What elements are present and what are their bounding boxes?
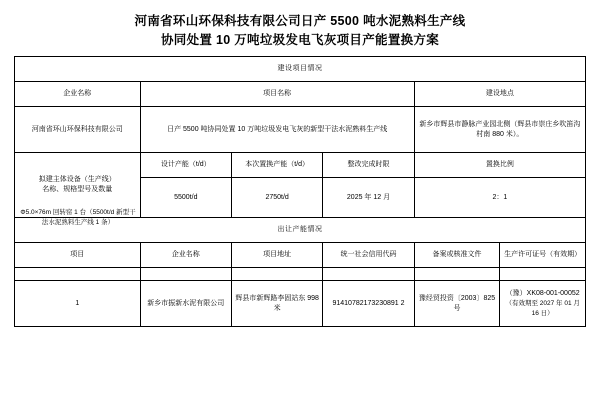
cell-ratio: 2：1 <box>414 178 585 218</box>
table-spacer-row <box>15 268 586 281</box>
column-header-replace-capacity: 本次置换产能（t/d） <box>231 153 322 178</box>
spacer-cell-2 <box>140 268 231 281</box>
column-header-production-license: 生产许可证号（有效期） <box>500 243 586 268</box>
document-title <box>14 12 586 50</box>
column-header-ratio: 置换比例 <box>414 153 585 178</box>
spacer-cell-5 <box>414 268 500 281</box>
cell-filing-document: 豫经贸投资〔2003〕825 号 <box>414 281 500 327</box>
section-heading-transfer: 出让产能情况 <box>15 218 586 243</box>
table-row <box>15 281 586 327</box>
row-label-equipment-line-1: 拟建主体设备（生产线） <box>38 176 116 183</box>
column-header-location: 建设地点 <box>414 82 585 107</box>
cell-license-validity: （有效期至 2027 年 01 月 16 日） <box>505 299 580 317</box>
column-header-design-capacity: 设计产能（t/d） <box>140 153 231 178</box>
column-header-project-address: 项目地址 <box>231 243 322 268</box>
cell-build-location: 新乡市辉县市静脉产业园北侧（辉县市崇庄乡吹笛沟村南 880 米）。 <box>414 107 585 153</box>
column-header-index: 项目 <box>15 243 141 268</box>
cell-license-number: （豫）XK08-001-00052 <box>505 289 580 297</box>
cell-project-name: 日产 5500 吨协同处置 10 万吨垃圾发电飞灰的新型干法水泥熟料生产线 <box>140 107 414 153</box>
table-header-row-equipment <box>15 153 586 178</box>
capacity-replacement-table <box>14 56 586 327</box>
equipment-description-overlay <box>14 196 142 240</box>
equipment-description-text: Φ5.0×76m 回转窑 1 台（5500t/d 新型干法水泥熟料生产线 1 条） <box>20 209 136 226</box>
spacer-cell-6 <box>500 268 586 281</box>
cell-company-name: 河南省环山环保科技有限公司 <box>15 107 141 153</box>
row-label-equipment-line-2: 名称、规格型号及数量 <box>42 186 113 193</box>
section-header-row-construction <box>15 57 586 82</box>
column-header-transfer-company: 企业名称 <box>140 243 231 268</box>
document-title-line-1: 河南省环山环保科技有限公司日产 5500 吨水泥熟料生产线 <box>134 14 466 28</box>
cell-transfer-company: 新乡市振新水泥有限公司 <box>140 281 231 327</box>
spacer-cell-4 <box>323 268 414 281</box>
cell-credit-code: 91410782173230891 2 <box>323 281 414 327</box>
table-header-row-transfer <box>15 243 586 268</box>
table-row-construction-info <box>15 107 586 153</box>
cell-production-license <box>500 281 586 327</box>
column-header-deadline: 整改完成时限 <box>323 153 414 178</box>
section-heading-construction: 建设项目情况 <box>15 57 586 82</box>
cell-project-address: 辉县市新辉路李固站东 998 米 <box>231 281 322 327</box>
spacer-cell-3 <box>231 268 322 281</box>
spacer-cell-1 <box>15 268 141 281</box>
column-header-credit-code: 统一社会信用代码 <box>323 243 414 268</box>
column-header-company: 企业名称 <box>15 82 141 107</box>
table-header-row-construction <box>15 82 586 107</box>
cell-deadline: 2025 年 12 月 <box>323 178 414 218</box>
cell-design-capacity: 5500t/d <box>140 178 231 218</box>
cell-replace-capacity: 2750t/d <box>231 178 322 218</box>
column-header-project: 项目名称 <box>140 82 414 107</box>
column-header-filing-document: 备案或核准文件 <box>414 243 500 268</box>
cell-row-index: 1 <box>15 281 141 327</box>
document-title-line-2: 协同处置 10 万吨垃圾发电飞灰项目产能置换方案 <box>160 33 440 47</box>
